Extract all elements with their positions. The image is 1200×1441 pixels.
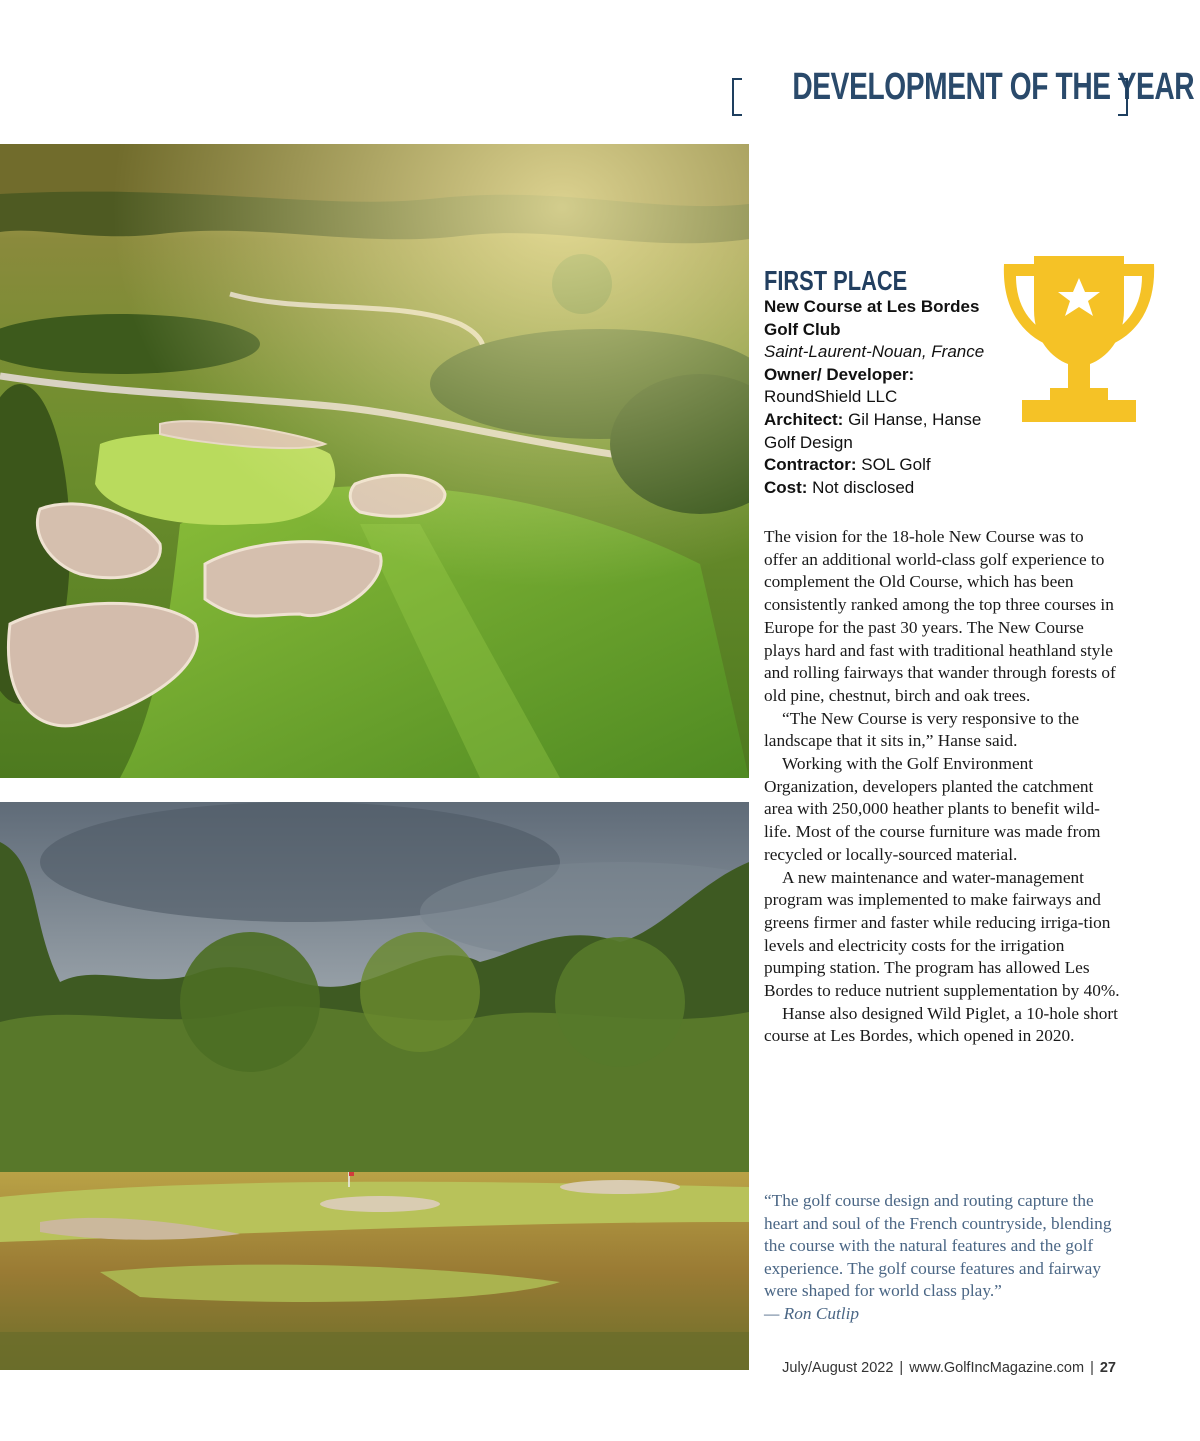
owner-value: RoundShield LLC [764,387,898,407]
section-header [732,66,1195,112]
article-paragraph: A new maintenance and water-management program was implemented to make fairways and greens firmer and faster while reducing irriga-tion levels and electricity costs for the irrigation pumping station. The program has allowed Les Bordes to reduce nutrient supplementation by 40%. [764,867,1120,1001]
owner-label: Owner/ Developer: [764,364,915,384]
section-title: DEVELOPMENT OF THE YEAR [792,66,1195,108]
contractor-row [764,454,1004,477]
pull-quote-attribution: — Ron Cutlip [764,1303,860,1323]
cost-row [764,477,1004,500]
folio-separator: | [899,1360,904,1376]
course-name-line2: Golf Club [764,319,841,339]
award-info [764,264,1004,499]
contractor-value: SOL Golf [856,455,931,475]
article-body [764,526,1120,1048]
page-number: 27 [1099,1360,1116,1376]
article-paragraph: “The New Course is very responsive to the landscape that it sits in,” Hanse said. [764,708,1080,751]
course-name-line1: New Course at Les Bordes [764,297,980,316]
cost-label: Cost: [764,477,808,497]
contractor-label: Contractor: [764,455,857,475]
architect-label: Architect: [764,409,844,429]
architect-row [764,409,1004,454]
website-url: www.GolfIncMagazine.com [909,1360,1085,1376]
course-location: Saint-Laurent-Nouan, France [764,342,985,362]
issue-date: July/August 2022 [782,1360,894,1376]
folio-separator: | [1090,1360,1094,1376]
article-paragraph: The vision for the 18-hole New Course was to offer an additional world-class golf experience to complement the Old Course, which has been consistently ranked among the top three courses in Europe for the past 30 years. The New Course plays hard and fast with traditional heathland style and rolling fairways that wander through forests of old pine, chestnut, birch and oak trees. [764,527,1116,705]
cost-value: Not disclosed [807,477,915,497]
header-bracket-right [1118,78,1128,116]
pull-quote-text: “The golf course design and routing capture the heart and soul of the French countryside, blending the course with the natural features and the golf experience. The golf course features and fairway were shaped for world class play.” [764,1191,1112,1301]
course-landscape-photo [0,802,749,1370]
header-bracket-left [732,78,742,116]
trophy-star-icon [998,250,1160,428]
award-place: FIRST PLACE [764,265,908,296]
architect-value: Gil Hanse, Hanse Golf Design [764,409,982,452]
page-folio [782,1360,1116,1376]
article-paragraph: Working with the Golf Environment Organization, developers planted the catchment area with 250,000 heather plants to benefit wild-life. Most of the course furniture was made from recycled or locally-sourced material. [764,754,1101,864]
aerial-course-photo [0,144,749,778]
pull-quote [764,1190,1116,1326]
course-name [764,296,1004,341]
article-paragraph: Hanse also designed Wild Piglet, a 10-hole short course at Les Bordes, which opened in 2020. [764,1003,1118,1046]
owner-row [764,364,1004,409]
